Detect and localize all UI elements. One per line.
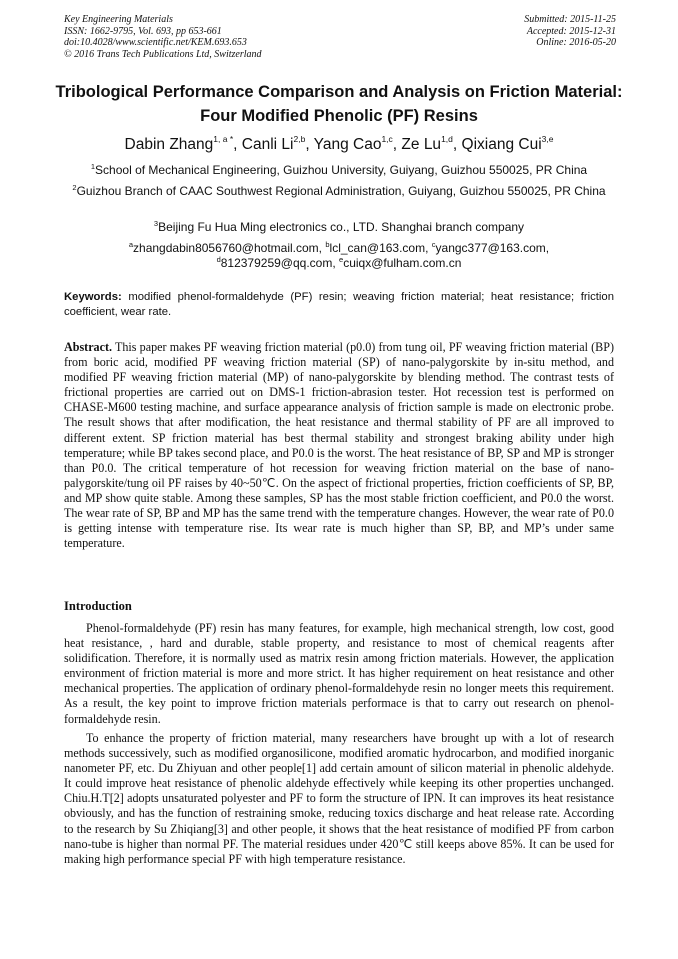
abstract-text: This paper makes PF weaving friction material (p0.0) from tung oil, PF weaving friction material (BP) from boric acid, modified PF weaving friction material (SP) of nano-palygorskite by in-situ method, and modified PF weaving friction material (MP) of nano-palygorskite by blending method. The contrast tests of frictional properties are carried out on DMS-1 friction-abrasion tester. Hot recession test is performed on CHASE-M600 testing machine, and surface appearance analysis of friction sample is made on electronic probe. The result shows that after modification, the heat resistance and thermal stability of PF are all improved to different extent. SP friction material has best thermal stability and strongest braking ability under high temperature; while BP takes second place, and P0.0 is the worst. The heat resistance of BP, SP and MP is stronger than P0.0. The critical temperature of hot recession for weaving friction material on the base of nano-palygorskite/tung oil PF raises by 40~50℃. On the aspect of frictional properties, friction coefficients of SP, BP, and MP show quite stable. Among these samples, SP has the most stable friction coefficient, and P0.0 the worst. The wear rate of SP, BP and MP has the same trend with the temperature changes. However, the wear rate of P0.0 is getting intense with temperature rise. Its wear rate is much higher than SP, BP, and MP’s under same temperature. <box>64 340 614 551</box>
affiliation-sup: 1 <box>90 162 96 171</box>
affiliation-sup: 2 <box>72 183 77 192</box>
email-address[interactable]: 812379259@qq.com, <box>220 256 336 270</box>
copyright-line: © 2016 Trans Tech Publications Ltd, Switzerland <box>64 48 262 60</box>
abstract <box>64 340 614 551</box>
journal-name: Key Engineering Materials <box>64 14 173 25</box>
email-sup: b <box>325 240 330 249</box>
author-name: Canli Li <box>241 136 294 153</box>
journal-header-right <box>524 14 616 49</box>
author-list: Dabin Zhang$^{1, a *}$, Canli Li$^{2,b}$, Yang Cao$^{1,c}$, Ze Lu$^{1,d}$, Qixiang Cui$^{3,e}$ <box>124 134 554 153</box>
keywords-label: Keywords: <box>64 291 122 303</box>
keywords-text: modified phenol-formaldehyde (PF) resin; weaving friction material; heat resistance; friction coefficient, wear rate. <box>64 291 614 318</box>
online-date: Online: 2016-05-20 <box>536 37 616 48</box>
issn-line: ISSN: 1662-9795, Vol. 693, pp 653-661 <box>64 25 222 37</box>
author-name: Dabin Zhang <box>124 136 214 153</box>
abstract-label: Abstract. <box>64 340 113 354</box>
affiliation-text: Beijing Fu Hua Ming electronics co., LTD. Shanghai branch company <box>158 220 525 234</box>
journal-header-left <box>64 14 262 60</box>
doi-line: doi:10.4028/www.scientific.net/KEM.693.653 <box>64 37 247 48</box>
intro-paragraph-1: Phenol-formaldehyde (PF) resin has many features, for example, high mechanical strength, low cost, good heat resistance, , hard and durable, stable property, and resistance to most of chemical reagents after solidification. Therefore, it is normally used as matrix resin among friction materials. However, the application environment of friction material is more and more strict. It has higher requirement on heat resistance and other mechanical properties. The application of ordinary phenol-formaldehyde resin no longer meets this requirement. As a result, the key point to improve friction materials performace is that to carry out research on phenol-formaldehyde resin. <box>64 621 614 726</box>
author-affil-sup: 3,e <box>541 134 554 144</box>
email-sup: c <box>431 240 436 249</box>
title-line-1: Tribological Performance Comparison and Analysis on Friction Material: <box>55 83 623 101</box>
email-sup: a <box>128 240 134 249</box>
accepted-date: Accepted: 2015-12-31 <box>526 25 616 37</box>
affiliation-sup: 3 <box>153 219 159 228</box>
email-address[interactable]: lcl_can@163.com, <box>329 241 429 255</box>
author-name: Qixiang Cui <box>461 136 542 153</box>
author-name: Yang Cao <box>313 136 382 153</box>
affiliation-3 <box>60 220 618 235</box>
author-name: Ze Lu <box>401 136 442 153</box>
email-sup: d <box>216 255 221 264</box>
author-affil-sup: 1, a * <box>213 134 234 144</box>
affiliation-text: Guizhou Branch of CAAC Southwest Regional Administration, Guiyang, Guizhou 550025, PR China <box>76 184 606 198</box>
paper-title <box>40 80 638 128</box>
email-address[interactable]: yangc377@163.com, <box>435 241 550 255</box>
affiliation-2 <box>72 184 606 199</box>
author-affil-sup: 1,d <box>441 134 453 144</box>
author-affil-sup: 1,c <box>381 134 393 144</box>
title-line-2: Four Modified Phenolic (PF) Resins <box>200 107 478 125</box>
intro-paragraph-2: To enhance the property of friction material, many researchers have brought up with a lot of research methods successively, such as modified organosilicone, modified aromatic hydrocarbon, and modified inorganic nanometer PF, etc. Du Zhiyuan and other people[1] add certain amount of silicon material in phenolic aldehyde. It could improve heat resistance of phenolic aldehyde effectively while keeping its other properties unchanged. Chiu.H.T[2] adopts unsaturated polyester and PF to form the structure of IPN. It can improves its heat resistance obviously, and has the function of restraining smoke, reducing toxics discharge and heat release rate. According to the research by Su Zhiqiang[3] and other people, it shows that the heat resistance of modified PF from carbon nano-tube is higher than normal PF. The material residues under 420℃ still keeps above 85%. It can be used for making high performance special PF with high temperature resistance. <box>64 731 614 866</box>
email-address[interactable]: zhangdabin8056760@hotmail.com, <box>133 241 323 255</box>
keywords <box>64 290 614 320</box>
section-heading: Introduction <box>64 599 132 613</box>
email-address[interactable]: cuiqx@fulham.com.cn <box>343 256 462 270</box>
submitted-date: Submitted: 2015-11-25 <box>524 14 616 25</box>
affiliation-text: School of Mechanical Engineering, Guizhou University, Guiyang, Guizhou 550025, PR China <box>95 163 588 177</box>
affiliation-1 <box>60 163 618 178</box>
email-list <box>60 241 618 271</box>
author-affil-sup: 2,b <box>293 134 306 144</box>
email-sup: e <box>339 255 344 264</box>
